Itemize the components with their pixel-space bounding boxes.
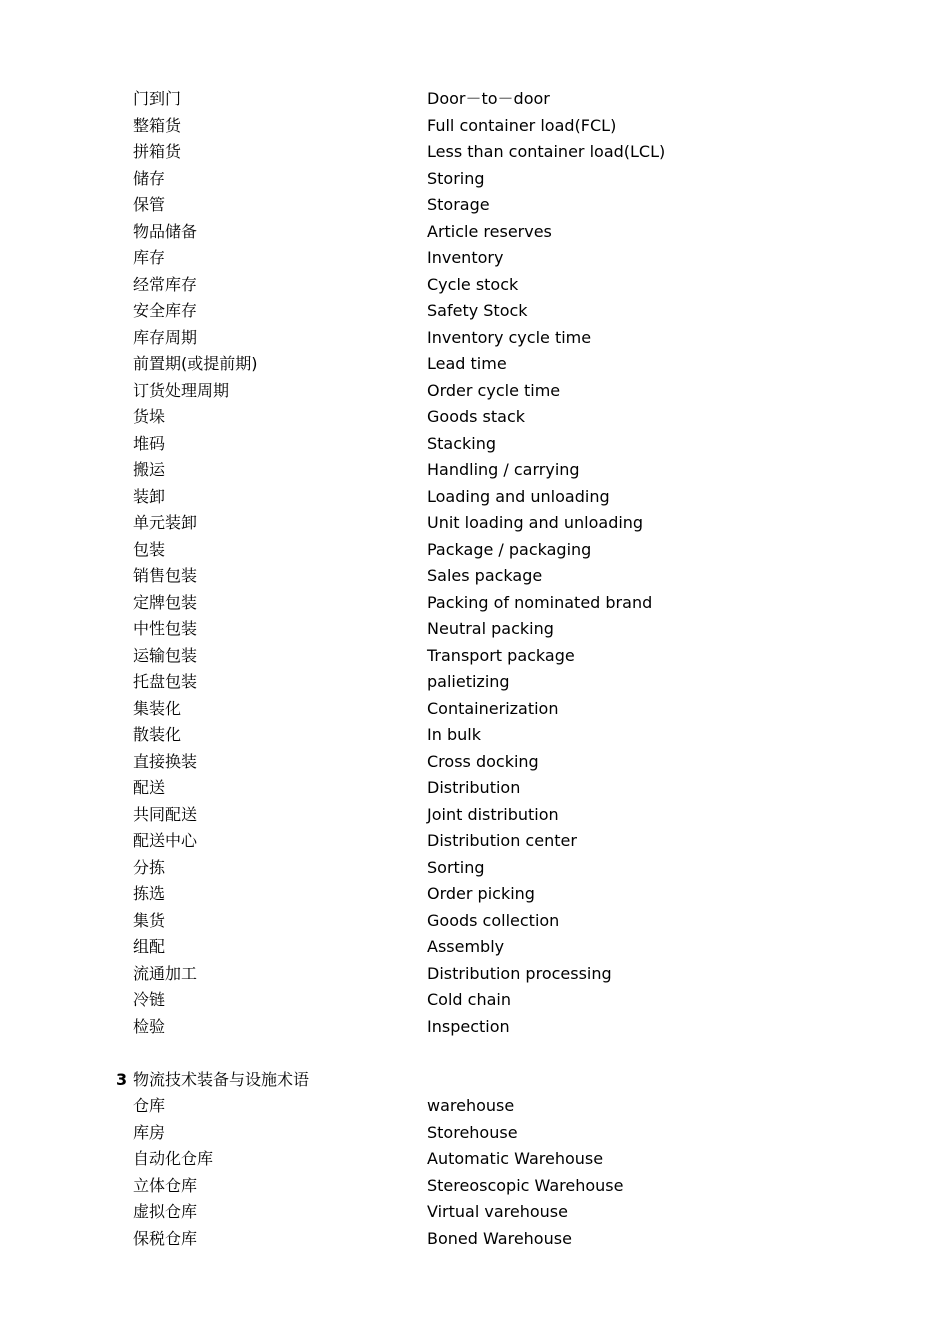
term-chinese: 配送 [133, 778, 166, 797]
term-row [0, 934, 950, 961]
term-row [0, 696, 950, 723]
term-english: Storage [427, 195, 490, 214]
term-english: Inspection [427, 1016, 510, 1036]
term-chinese: 门到门 [133, 89, 182, 108]
term-english: Packing of nominated brand [427, 592, 653, 612]
glossary-part-2 [0, 1093, 950, 1252]
term-chinese: 立体仓库 [133, 1175, 198, 1195]
term-row [0, 590, 950, 617]
term-chinese: 库房 [133, 1122, 166, 1142]
term-chinese: 单元装卸 [133, 513, 198, 532]
term-row [0, 1173, 950, 1200]
term-english: Distribution center [427, 831, 577, 850]
term-row [0, 298, 950, 325]
term-chinese: 集装化 [133, 698, 182, 718]
term-row [0, 987, 950, 1014]
glossary [0, 86, 950, 1252]
term-row [0, 86, 950, 113]
term-chinese: 分拣 [133, 857, 166, 877]
term-row [0, 563, 950, 590]
term-chinese: 整箱货 [133, 115, 182, 135]
term-english: Full container load(FCL) [427, 115, 617, 135]
term-chinese: 库存 [133, 248, 166, 267]
term-row [0, 643, 950, 670]
term-english: Lead time [427, 354, 507, 373]
term-english: Goods collection [427, 910, 560, 930]
term-row [0, 192, 950, 219]
term-row [0, 775, 950, 802]
term-english: palietizing [427, 672, 510, 691]
term-english: Inventory cycle time [427, 327, 592, 347]
term-chinese: 拼箱货 [133, 142, 182, 161]
term-chinese: 装卸 [133, 486, 166, 506]
term-english: warehouse [427, 1096, 515, 1115]
term-english: Storehouse [427, 1122, 518, 1142]
section-title: 物流技术装备与设施术语 [133, 1069, 310, 1089]
term-chinese: 共同配送 [133, 804, 198, 824]
term-row [0, 404, 950, 431]
term-row [0, 828, 950, 855]
glossary-part-1 [0, 86, 950, 1040]
term-chinese: 定牌包装 [133, 592, 198, 612]
term-english: Stacking [427, 433, 497, 453]
term-chinese: 中性包装 [133, 619, 198, 638]
term-row [0, 219, 950, 246]
term-english: Cold chain [427, 990, 511, 1009]
term-chinese: 销售包装 [133, 566, 198, 585]
term-english: Safety Stock [427, 301, 528, 320]
term-english: Goods stack [427, 407, 526, 426]
term-chinese: 库存周期 [133, 327, 198, 347]
term-english: Transport package [427, 645, 575, 665]
term-row [0, 537, 950, 564]
term-row [0, 1199, 950, 1226]
term-english: Containerization [427, 698, 559, 718]
term-english: Door－to－door [427, 89, 550, 108]
term-chinese: 订货处理周期 [133, 380, 230, 400]
term-english: In bulk [427, 725, 481, 744]
term-chinese: 经常库存 [133, 274, 198, 294]
term-english: Distribution [427, 778, 521, 797]
term-row [0, 908, 950, 935]
term-english: Loading and unloading [427, 486, 610, 506]
term-chinese: 拣选 [133, 884, 166, 903]
term-row [0, 431, 950, 458]
term-row [0, 1093, 950, 1120]
term-english: Stereoscopic Warehouse [427, 1175, 624, 1195]
term-row [0, 510, 950, 537]
term-row [0, 457, 950, 484]
term-english: Less than container load(LCL) [427, 142, 666, 161]
term-english: Virtual varehouse [427, 1202, 568, 1221]
term-chinese: 物品储备 [133, 221, 198, 241]
term-row [0, 484, 950, 511]
term-english: Joint distribution [427, 804, 559, 824]
term-row [0, 669, 950, 696]
term-english: Sales package [427, 566, 543, 585]
term-chinese: 自动化仓库 [133, 1149, 214, 1168]
term-english: Automatic Warehouse [427, 1149, 604, 1168]
term-english: Handling / carrying [427, 460, 580, 479]
term-chinese: 检验 [133, 1016, 166, 1036]
term-row [0, 722, 950, 749]
term-row [0, 616, 950, 643]
term-chinese: 组配 [133, 937, 166, 956]
term-english: Storing [427, 168, 485, 188]
term-english: Order picking [427, 884, 535, 903]
term-chinese: 集货 [133, 910, 166, 930]
term-row [0, 881, 950, 908]
term-row [0, 961, 950, 988]
term-chinese: 货垛 [133, 407, 166, 426]
term-row [0, 802, 950, 829]
section-gap [0, 1040, 950, 1067]
section-heading [0, 1067, 950, 1094]
term-row [0, 351, 950, 378]
term-english: Cycle stock [427, 274, 519, 294]
term-chinese: 冷链 [133, 990, 166, 1009]
term-chinese: 包装 [133, 539, 166, 559]
term-english: Article reserves [427, 221, 552, 241]
section-number: 3 [116, 1069, 128, 1089]
term-row [0, 378, 950, 405]
term-row [0, 1014, 950, 1041]
term-row [0, 855, 950, 882]
term-chinese: 储存 [133, 168, 166, 188]
term-row [0, 166, 950, 193]
term-row [0, 272, 950, 299]
term-english: Distribution processing [427, 963, 612, 983]
term-english: Order cycle time [427, 380, 561, 400]
term-chinese: 流通加工 [133, 963, 198, 983]
term-chinese: 安全库存 [133, 301, 198, 320]
term-row [0, 1226, 950, 1253]
term-row [0, 1146, 950, 1173]
term-english: Cross docking [427, 751, 539, 771]
term-row [0, 113, 950, 140]
term-english: Inventory [427, 248, 504, 267]
term-chinese: 虚拟仓库 [133, 1202, 198, 1221]
term-chinese: 堆码 [133, 433, 166, 453]
term-english: Neutral packing [427, 619, 554, 638]
term-row [0, 1120, 950, 1147]
term-chinese: 配送中心 [133, 831, 198, 850]
term-english: Package / packaging [427, 539, 592, 559]
term-chinese: 运输包装 [133, 645, 198, 665]
term-english: Boned Warehouse [427, 1228, 572, 1248]
term-chinese: 托盘包装 [133, 672, 198, 691]
term-chinese: 散装化 [133, 725, 182, 744]
term-row [0, 139, 950, 166]
term-chinese: 前置期(或提前期) [133, 354, 258, 373]
term-english: Sorting [427, 857, 485, 877]
term-chinese: 保管 [133, 195, 166, 214]
term-row [0, 749, 950, 776]
term-chinese: 仓库 [133, 1096, 166, 1115]
term-row [0, 245, 950, 272]
term-row [0, 325, 950, 352]
term-english: Assembly [427, 937, 505, 956]
term-english: Unit loading and unloading [427, 513, 644, 532]
term-chinese: 保税仓库 [133, 1228, 198, 1248]
term-chinese: 搬运 [133, 460, 166, 479]
term-chinese: 直接换装 [133, 751, 198, 771]
